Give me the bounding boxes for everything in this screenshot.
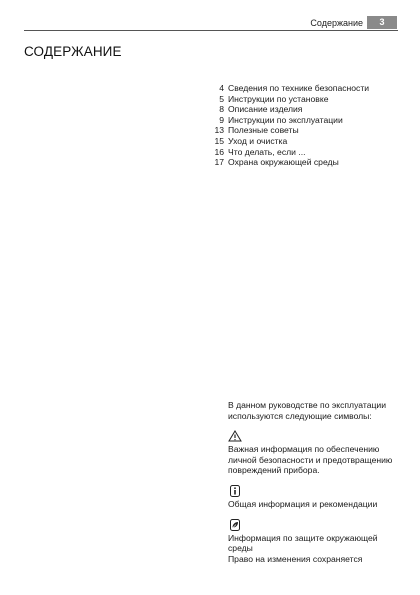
symbol-item-info <box>228 485 398 510</box>
toc-title: Сведения по технике безопасности <box>228 83 370 93</box>
environment-icon <box>228 519 242 531</box>
toc-item[interactable] <box>207 136 387 147</box>
warning-triangle-icon <box>228 430 242 442</box>
symbol-text: Общая информация и рекомендации <box>228 498 378 509</box>
toc-item[interactable] <box>207 83 387 94</box>
toc-item[interactable] <box>207 94 387 105</box>
rights-reserved-note: Право на изменения сохраняется <box>228 553 363 564</box>
toc-page-number: 16 <box>214 146 224 157</box>
toc-item[interactable] <box>207 125 387 136</box>
symbols-intro: В данном руководстве по эксплуатации используются следующие символы: <box>228 400 386 421</box>
symbol-item-environment <box>228 519 398 554</box>
toc-title: Полезные советы <box>228 125 299 136</box>
toc-title: Уход и очистка <box>228 135 288 146</box>
toc-page-number: 15 <box>214 135 224 146</box>
toc-item[interactable] <box>207 147 387 158</box>
toc-page-number: 8 <box>219 104 224 115</box>
toc-page-number: 9 <box>219 114 224 125</box>
toc-page-number: 17 <box>214 157 224 168</box>
info-icon <box>228 485 242 497</box>
table-of-contents <box>207 83 387 168</box>
symbol-text: Важная информация по обеспечению личной безопасности и предотвращению повреждений прибора. <box>228 444 393 476</box>
page-title: СОДЕРЖАНИЕ <box>24 44 122 59</box>
symbol-text: Информация по защите окружающей среды <box>228 532 378 554</box>
toc-title: Охрана окружающей среды <box>228 157 339 168</box>
header-section-label: Содержание <box>310 18 363 28</box>
toc-item[interactable] <box>207 157 387 168</box>
toc-title: Описание изделия <box>228 104 303 115</box>
toc-title: Инструкции по установке <box>228 93 329 104</box>
symbol-item-warning <box>228 430 398 476</box>
toc-page-number: 13 <box>214 125 224 136</box>
toc-item[interactable] <box>207 115 387 126</box>
toc-title: Инструкции по эксплуатации <box>228 114 343 125</box>
toc-title: Что делать, если ... <box>228 146 306 157</box>
page-number-badge: 3 <box>367 16 397 29</box>
toc-item[interactable] <box>207 104 387 115</box>
symbols-legend <box>228 400 398 564</box>
toc-page-number: 4 <box>219 83 224 93</box>
toc-page-number: 5 <box>219 93 224 104</box>
header-divider <box>24 30 398 31</box>
